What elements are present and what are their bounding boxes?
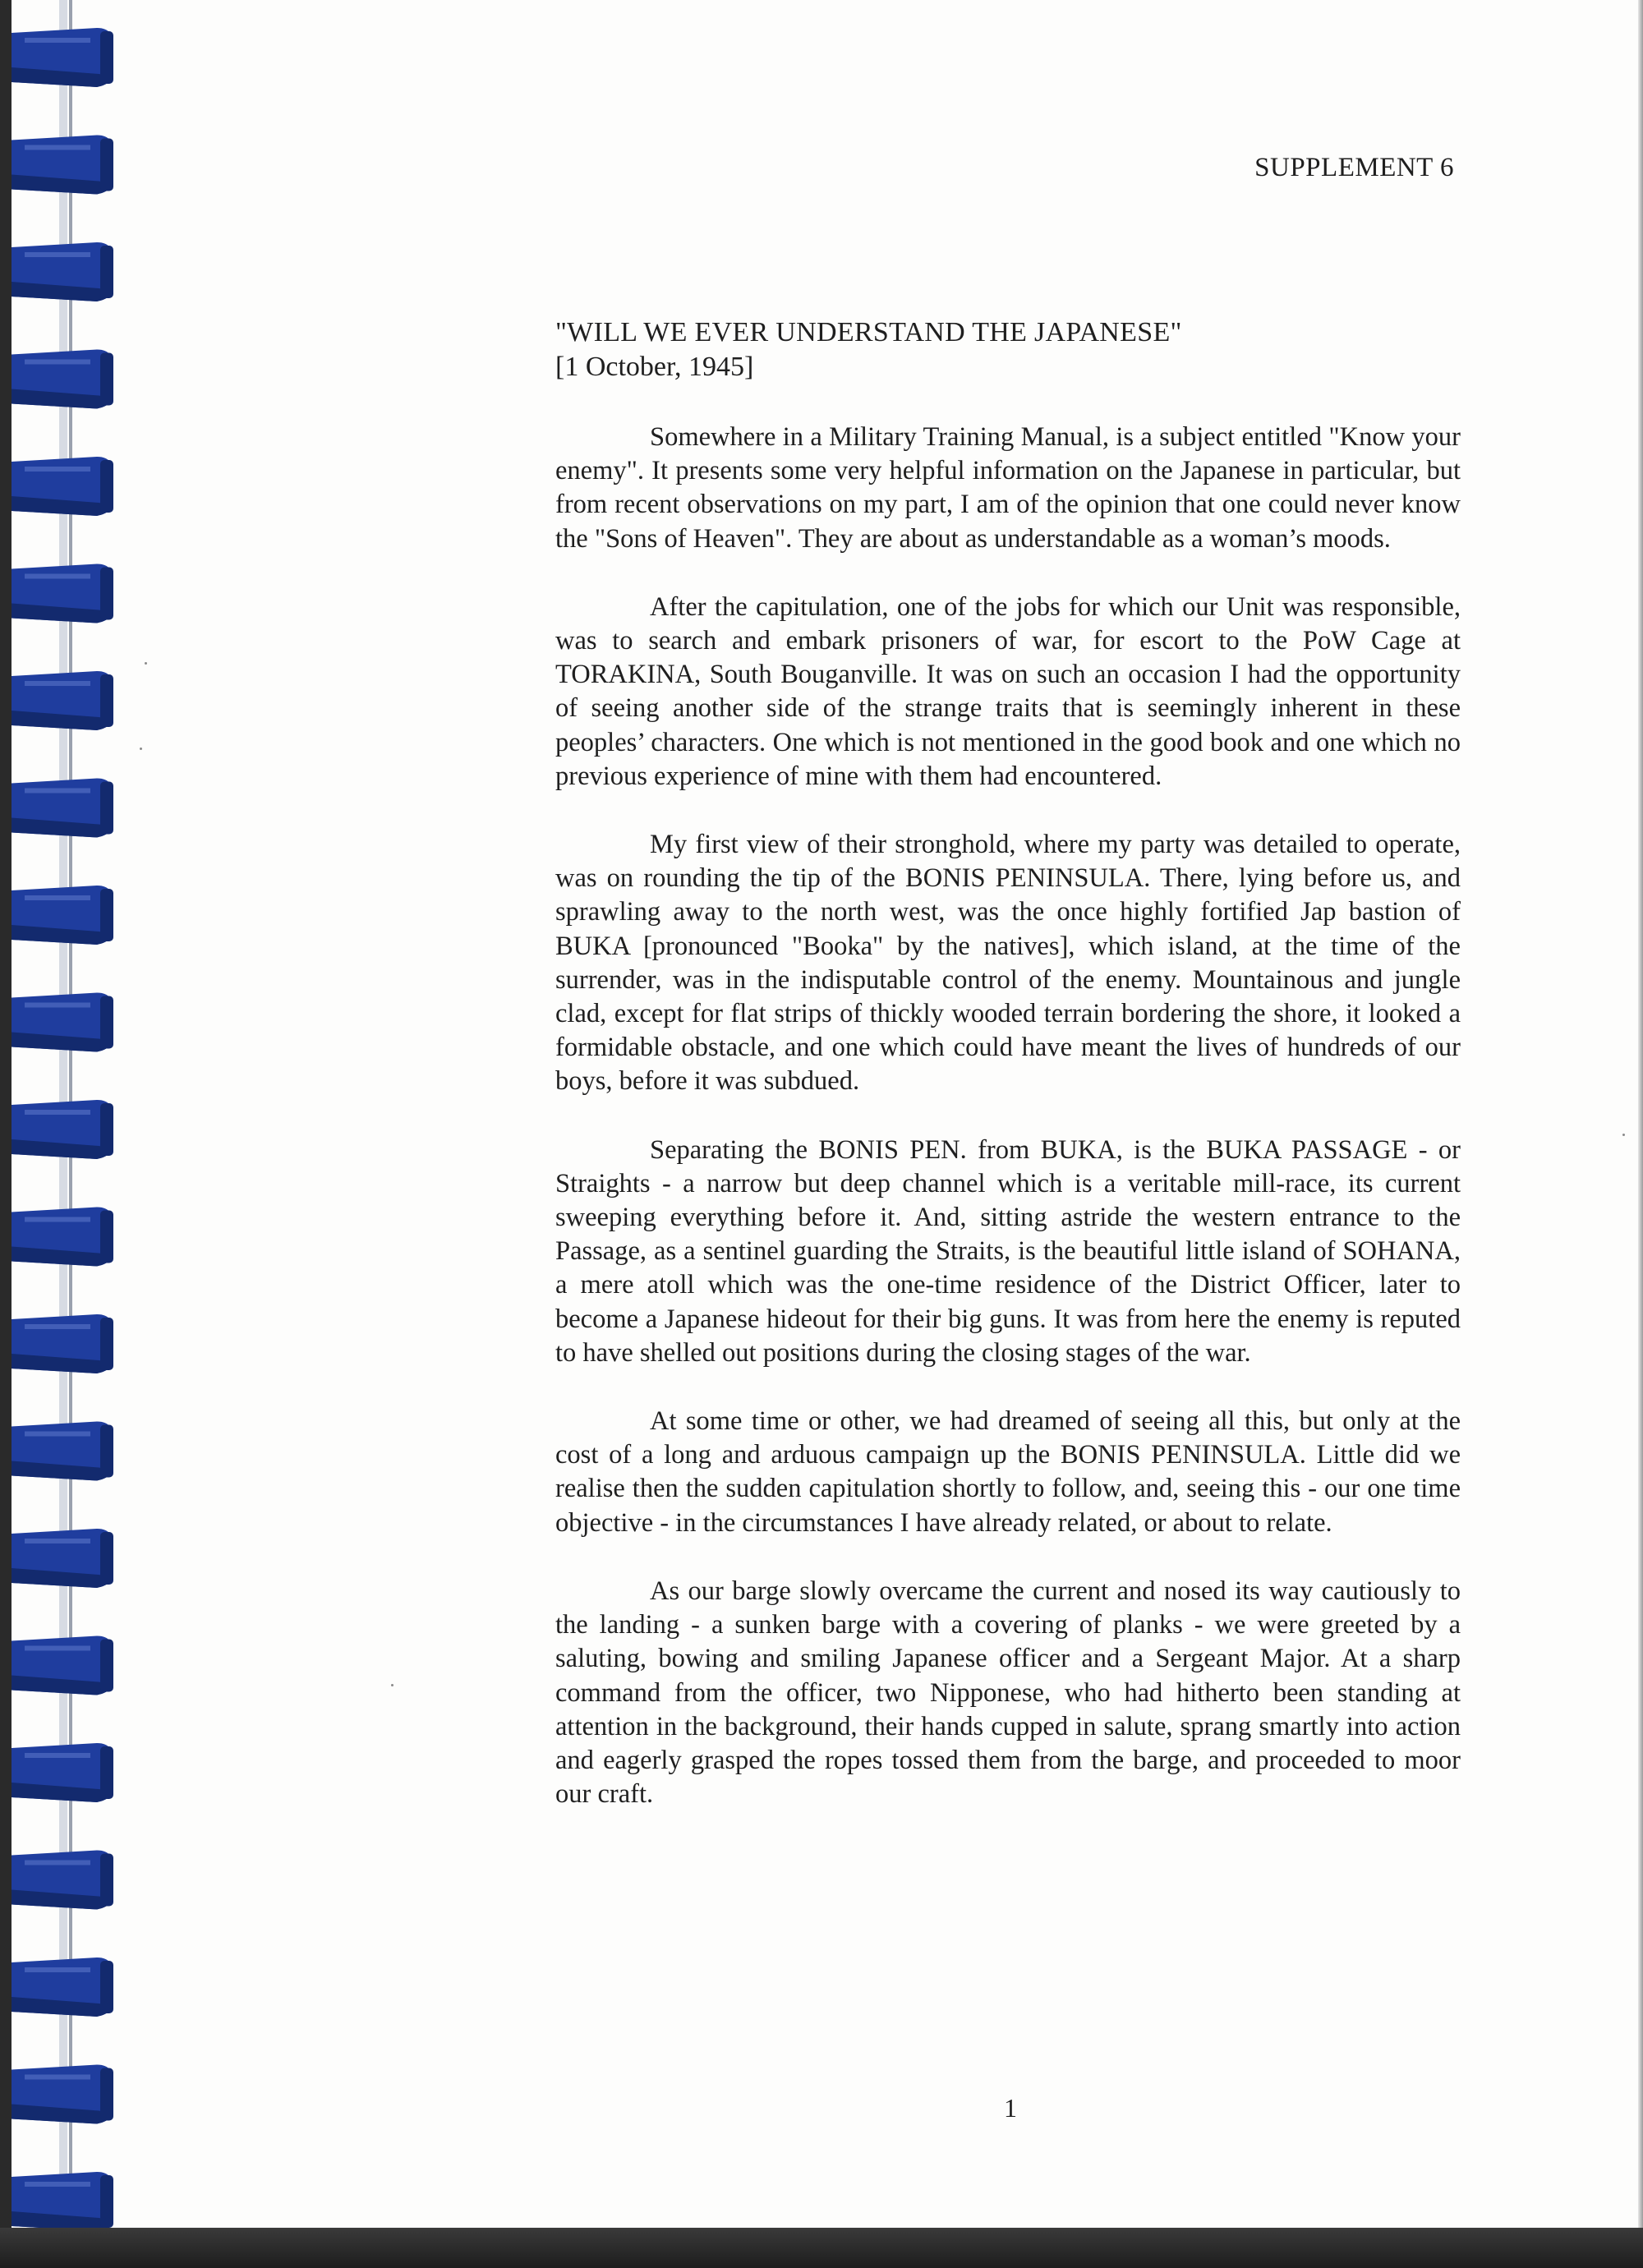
paragraph-4: Separating the BONIS PEN. from BUKA, is the BUKA PASSAGE - or Straights - a narrow but deep channel which is a veritable mill-race, its current sweeping everything before it. And, sitting astride the western entrance to the Passage, as a sentinel guarding the Straits, is the beautiful little island of SOHANA, a mere atoll which was the one-time residence of the District Officer, later to become a Japanese hideout for their big guns. It was from here the enemy is reputed to have shelled out positions during the closing stages of the war.: [555, 1134, 1461, 1368]
paragraph-2: After the capitulation, one of the jobs for which our Unit was responsible, was to search and embark prisoners of war, for escort to the PoW Cage at TORAKINA, South Bouganville. It was on such an occasion I had the opportunity of seeing another side of the strange traits that is seemingly inherent in these peoples’ characters. One which is not mentioned in the good book and one which no previous experience of mine with them had encountered.: [555, 591, 1461, 791]
binding-ring: [12, 1636, 113, 1695]
paragraph-6: As our barge slowly overcame the current and nosed its way cautiously to the landing - a sunken barge with a covering of planks - we were greeted by a saluting, bowing and smiling Japanese officer and a Sergeant Major. At a sharp command from the officer, two Nipponese, who had hitherto been standing at attention in the background, their hands cupped in salute, sprang smartly into action and eagerly grasped the ropes tossed them from the barge, and proceeded to moor our craft.: [555, 1576, 1461, 1810]
binding-ring: [12, 1529, 113, 1588]
page-right-edge: [1638, 0, 1643, 2228]
page-bottom-shadow: [0, 2228, 1643, 2268]
scan-speck: [1622, 1134, 1625, 1136]
binding-ring: [12, 671, 113, 730]
binding-ring: [12, 779, 113, 838]
binding-ring: [12, 1100, 113, 1159]
binding-ring: [12, 1851, 113, 1910]
comb-binding-icon: [0, 0, 123, 2268]
page-number: 1: [1004, 2093, 1017, 2123]
scan-speck: [391, 1684, 393, 1686]
scan-speck: [140, 748, 142, 750]
binding-ring: [12, 2172, 113, 2231]
binding-ring: [12, 886, 113, 945]
paragraph-1: Somewhere in a Military Training Manual, is a subject entitled "Know your enemy". It presents some very helpful information on the Japanese in particular, but from recent observations on my part, I am of the opinion that one could never know the "Sons of Heaven". They are about as understandable as a woman’s moods.: [555, 422, 1461, 554]
paragraph-3: My first view of their stronghold, where my party was detailed to operate, was on rounding the tip of the BONIS PENINSULA. There, lying before us, and sprawling away to the north west, was the once highly fortified Jap bastion of BUKA [pronounced "Booka" by the natives], which island, at the time of the surrender, was in the indisputable control of the enemy. Mountainous and jungle clad, except for flat strips of thickly wooded terrain bordering the shore, it looked a formidable obstacle, and one which could have meant the lives of hundreds of our boys, before it was subdued.: [555, 830, 1461, 1097]
paragraph-5: At some time or other, we had dreamed of seeing all this, but only at the cost of a long and arduous campaign up the BONIS PENINSULA. Little did we realise then the sudden capitulation shortly to follow, and, seeing this - our one time objective - in the circumstances I have already related, or about to relate.: [555, 1406, 1461, 1538]
binding-ring: [12, 1314, 113, 1373]
binding-ring: [12, 242, 113, 301]
scan-speck: [145, 662, 147, 665]
article-body: [555, 421, 1461, 1846]
binding-ring: [12, 457, 113, 516]
binding-ring: [12, 564, 113, 623]
supplement-label: SUPPLEMENT 6: [1254, 153, 1454, 182]
binding-ring: [12, 28, 113, 87]
binding-ring: [12, 1743, 113, 1802]
binding-ring: [12, 2065, 113, 2124]
binding-ring: [12, 1422, 113, 1481]
binding-ring: [12, 993, 113, 1052]
binding-ring: [12, 1208, 113, 1267]
article-date: [1 October, 1945]: [555, 352, 754, 382]
binding-ring: [12, 136, 113, 195]
binding-ring: [12, 350, 113, 409]
article-title: "WILL WE EVER UNDERSTAND THE JAPANESE": [555, 317, 1182, 347]
binding-ring: [12, 1957, 113, 2017]
